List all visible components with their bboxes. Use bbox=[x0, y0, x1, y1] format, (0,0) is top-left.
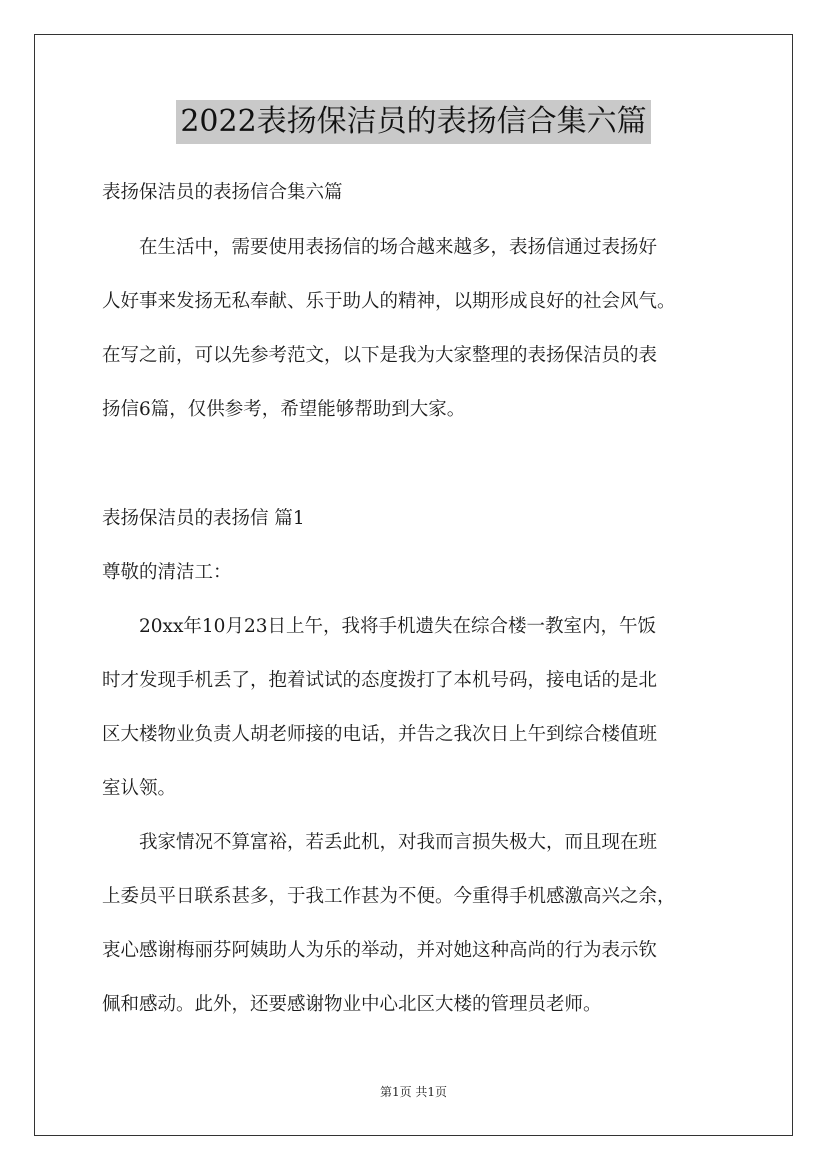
section-heading: 表扬保洁员的表扬信 篇1 bbox=[102, 508, 305, 529]
body-line: 佩和感动。此外，还要感谢物业中心北区大楼的管理员老师。 bbox=[102, 994, 602, 1015]
body-line: 室认领。 bbox=[102, 778, 177, 799]
body-line: 20xx年10月23日上午，我将手机遗失在综合楼一教室内，午饭 bbox=[102, 616, 656, 637]
body-line: 在生活中，需要使用表扬信的场合越来越多，表扬信通过表扬好 bbox=[102, 237, 658, 258]
page-footer: 第1页 共1页 bbox=[379, 1085, 448, 1099]
salutation-line: 尊敬的清洁工： bbox=[102, 562, 232, 583]
body-line: 上委员平日联系甚多，于我工作甚为不便。今重得手机感激高兴之余， bbox=[102, 886, 676, 907]
body-line: 在写之前，可以先参考范文，以下是我为大家整理的表扬保洁员的表 bbox=[102, 345, 658, 366]
body-line: 我家情况不算富裕，若丢此机，对我而言损失极大，而且现在班 bbox=[102, 832, 658, 853]
body-line: 人好事来发扬无私奉献、乐于助人的精神，以期形成良好的社会风气。 bbox=[102, 291, 676, 312]
subtitle-line: 表扬保洁员的表扬信合集六篇 bbox=[102, 182, 343, 203]
body-line: 区大楼物业负责人胡老师接的电话，并告之我次日上午到综合楼值班 bbox=[102, 724, 658, 745]
body-line: 衷心感谢梅丽芬阿姨助人为乐的举动，并对她这种高尚的行为表示钦 bbox=[102, 940, 658, 961]
title-wrap bbox=[0, 100, 827, 144]
body-line: 扬信6篇，仅供参考，希望能够帮助到大家。 bbox=[102, 399, 466, 420]
body-line: 时才发现手机丢了，抱着试试的态度拨打了本机号码，接电话的是北 bbox=[102, 670, 658, 691]
document-title: 2022表扬保洁员的表扬信合集六篇 bbox=[176, 100, 650, 144]
